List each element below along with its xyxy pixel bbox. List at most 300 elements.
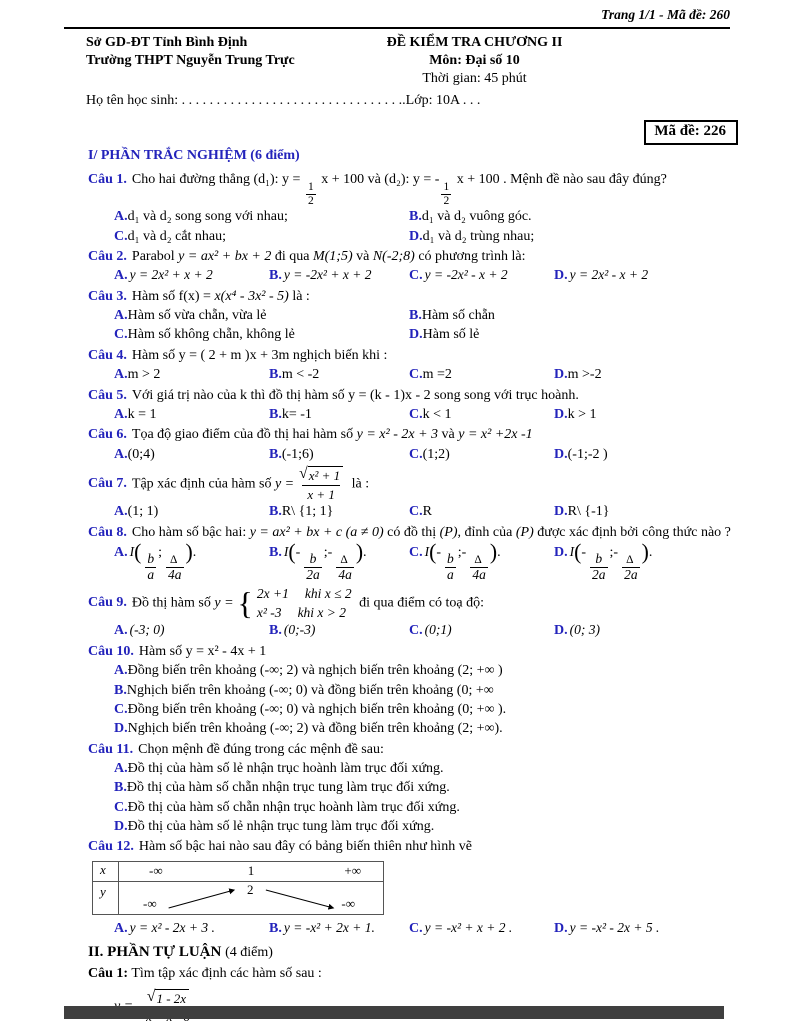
fraction-denominator: 2 (443, 194, 450, 207)
question-text (88, 643, 758, 661)
close-paren: ) (355, 540, 364, 565)
fraction (441, 181, 451, 207)
y-right-infinity: -∞ (341, 895, 355, 911)
fraction-numerator: b (309, 551, 317, 567)
question-12 (88, 838, 758, 938)
option-text: m < -2 (281, 367, 320, 383)
fraction (334, 554, 354, 582)
open-paren: ( (134, 540, 142, 565)
vertex-symbol: I (129, 544, 135, 560)
sign: - (327, 545, 333, 561)
option-text: (-1;6) (281, 446, 314, 462)
exam-duration: Thời gian: 45 phút (422, 70, 527, 86)
option-text: (0;1) (424, 622, 452, 638)
option-letter: A. (114, 760, 128, 776)
option-text: m =2 (422, 367, 452, 383)
option-text: (0;4) (127, 446, 155, 462)
option (554, 266, 758, 285)
section1-title: I/ PHẦN TRẮC NGHIỆM (6 điểm) (88, 147, 300, 163)
option (554, 621, 758, 640)
question-segment: Cho hai đường thẳng (d₁): y = (131, 171, 301, 187)
options (88, 365, 758, 384)
question-label: Câu 7. (88, 476, 127, 492)
question-segment: x + 100 và (d₂): y = - (321, 171, 440, 187)
question-text (88, 426, 758, 444)
close-paren: ) (185, 540, 193, 565)
fraction-numerator: Δ (340, 554, 348, 567)
option-text: Hàm số lẻ (422, 327, 480, 343)
fraction-denominator: 4a (338, 566, 352, 582)
option-letter: C. (114, 327, 128, 343)
variation-arrows (119, 882, 383, 914)
options (88, 661, 758, 738)
option-letter: D. (554, 367, 568, 383)
option-text: k= -1 (281, 407, 312, 423)
options (88, 207, 758, 246)
exam-header (0, 34, 792, 89)
option (409, 542, 554, 583)
fraction (468, 554, 488, 582)
section2-points: (4 điểm) (225, 945, 273, 960)
sqrt-expression (299, 466, 343, 484)
question-label: Câu 3. (88, 288, 127, 304)
exam-subject: Môn: Đại số 10 (429, 52, 520, 68)
sign: - (461, 545, 467, 561)
option-letter: C. (409, 407, 423, 423)
option-letter: C. (409, 623, 423, 639)
math-expression: y = (274, 476, 295, 492)
options (88, 542, 758, 583)
option (554, 445, 758, 464)
option-text: R\ {-1} (567, 504, 610, 520)
option-text: k < 1 (422, 407, 452, 423)
essay-question-1 (88, 965, 758, 983)
question-label: Câu 12. (88, 839, 134, 855)
option-text: R (422, 504, 432, 520)
option-letter: A. (114, 209, 128, 225)
math-expression: (a ≠ 0) (345, 524, 384, 540)
option-letter: D. (114, 721, 128, 737)
issuer-block (86, 34, 302, 89)
option (409, 325, 758, 344)
option-letter: A. (114, 446, 128, 462)
vertex-symbol: I (569, 544, 575, 560)
fraction-denominator: 2a (592, 567, 606, 582)
option-letter: C. (114, 799, 128, 815)
piece-expression: x² -3 (256, 604, 282, 620)
question-label: Câu 6. (88, 427, 127, 443)
option (114, 405, 269, 424)
question-3 (88, 288, 758, 345)
option (269, 542, 409, 583)
piecewise-row (257, 604, 352, 622)
piecewise-row (257, 585, 352, 603)
question-segment: Đồ thị hàm số (131, 595, 211, 611)
option (114, 798, 758, 817)
option-text: Đồng biến trên khoảng (-∞; 2) và nghịch biến trên khoảng (2; +∞ ) (127, 663, 503, 679)
essay-question-label: Câu 1: (88, 965, 129, 981)
option-letter: A. (114, 920, 128, 936)
question-8 (88, 524, 758, 583)
option-text: Đồ thị của hàm số lẻ nhận trục tung làm trục đối xứng. (127, 818, 435, 834)
options (88, 502, 758, 521)
option-text: y = -2x² + x + 2 (283, 267, 372, 283)
option-letter: D. (114, 818, 128, 834)
option-text: y = x² - 2x + 3 . (129, 919, 215, 935)
option (409, 621, 554, 640)
section2-title (88, 943, 758, 963)
question-segment: , đỉnh của (457, 524, 513, 540)
question-label: Câu 8. (88, 524, 127, 540)
option (114, 661, 758, 680)
option (114, 227, 409, 246)
fraction-denominator: 2a (624, 566, 638, 582)
close-paren: ) (489, 540, 498, 565)
option (114, 306, 409, 325)
department-name: Sở GD-ĐT Tỉnh Bình Định (86, 34, 248, 50)
option-text: d₁ và d₂ trùng nhau; (422, 228, 535, 244)
radical-icon: √ (299, 465, 308, 483)
options (88, 306, 758, 345)
option-text: (-3; 0) (129, 622, 165, 638)
option (114, 445, 269, 464)
question-text (88, 248, 758, 266)
option-letter: A. (114, 407, 128, 423)
option-letter: A. (114, 268, 128, 284)
option (269, 445, 409, 464)
option (114, 817, 758, 836)
fraction-denominator: a (447, 567, 454, 582)
fraction-numerator: b (447, 551, 454, 567)
option-text: d₁ và d₂ vuông góc. (421, 209, 532, 225)
math-expression: (P) (515, 524, 534, 540)
math-expression: x(x⁴ - 3x² - 5) (214, 288, 289, 304)
option (554, 919, 758, 938)
question-label: Câu 1. (88, 171, 127, 187)
option (114, 621, 269, 640)
exam-code-box (644, 120, 738, 145)
option-letter: B. (114, 780, 127, 796)
option-letter: B. (269, 545, 282, 561)
option-letter: A. (114, 308, 128, 324)
piecewise-rows (257, 585, 352, 622)
option-text: y = -x² + 2x + 1. (283, 919, 375, 935)
option-letter: D. (554, 545, 568, 561)
fraction (143, 552, 156, 583)
option-letter: B. (269, 920, 282, 936)
question-4 (88, 347, 758, 385)
separator: ; (609, 545, 614, 561)
options (88, 266, 758, 285)
fraction-denominator: a (147, 567, 155, 582)
fraction (302, 552, 322, 583)
radicand: 1 - 2x (155, 989, 189, 1007)
option-letter: B. (409, 209, 422, 225)
option (409, 207, 758, 226)
radicand: x² + 1 (308, 466, 343, 484)
fraction (297, 466, 345, 502)
fraction (443, 552, 456, 583)
option (114, 700, 758, 719)
question-text (88, 838, 758, 856)
question-segment: Với giá trị nào của k thì đồ thị hàm số y = (k - 1)x - 2 song song với trục hoành. (131, 387, 579, 403)
option-letter: A. (114, 663, 128, 679)
section2-title-main: II. PHẦN TỰ LUẬN (88, 944, 222, 960)
option-text: y = 2x² - x + 2 (569, 267, 649, 283)
option-letter: D. (554, 504, 568, 520)
option (409, 306, 758, 325)
math-expression: y = ax² + bx + 2 (178, 248, 272, 264)
option-letter: A. (114, 367, 128, 383)
option-end: . (648, 545, 653, 561)
option (269, 365, 409, 384)
question-label: Câu 11. (88, 741, 134, 757)
option-letter: C. (409, 367, 423, 383)
fraction-numerator: 1 (307, 180, 314, 193)
option (269, 405, 409, 424)
piecewise-function (238, 585, 352, 622)
fraction-numerator (297, 466, 345, 485)
fraction-denominator: 2a (306, 567, 320, 582)
option-text: Đồ thị của hàm số chẵn nhận trục tung làm trục đối xứng. (126, 780, 450, 796)
question-segment: có phương trình là: (418, 248, 526, 264)
variable-y-label: y (93, 882, 119, 914)
page-bottom-bar (64, 1006, 724, 1019)
x-vertex-value: 1 (247, 862, 255, 878)
option-letter: C. (409, 545, 423, 561)
math-expression: M(1;5) (312, 248, 353, 264)
math-expression: y = ax² + bx + c (249, 524, 343, 540)
question-segment: được xác định bởi công thức nào ? (537, 524, 731, 540)
essay-question-text: Tìm tập xác định các hàm số sau : (131, 965, 322, 981)
fraction-denominator: x + 1 (302, 485, 340, 503)
option (269, 502, 409, 521)
question-text (88, 171, 758, 207)
question-segment: Hàm số (138, 643, 183, 659)
header-rule (64, 27, 730, 29)
question-segment: đi qua (274, 248, 310, 264)
fraction-numerator (145, 989, 191, 1008)
exam-code-row (0, 120, 792, 145)
question-text (88, 466, 758, 502)
option-letter: B. (269, 504, 282, 520)
fraction-numerator: b (147, 551, 155, 567)
sign: - (581, 545, 587, 561)
fraction (620, 554, 640, 582)
math-expression: (P) (439, 524, 458, 540)
option-text: (0; 3) (569, 622, 600, 638)
option-text: m >-2 (567, 367, 602, 383)
question-2 (88, 248, 758, 286)
option (409, 227, 758, 246)
options (88, 919, 758, 938)
option-text: y = -x² - 2x + 5 . (569, 919, 660, 935)
option (114, 681, 758, 700)
option-letter: D. (409, 228, 423, 244)
option (114, 719, 758, 738)
option-text: d₁ và d₂ song song với nhau; (127, 209, 288, 225)
option (409, 405, 554, 424)
close-paren: ) (641, 540, 649, 565)
question-text (88, 288, 758, 306)
option-letter: D. (554, 623, 568, 639)
option (269, 919, 409, 938)
y-max-value: 2 (247, 881, 254, 897)
option-letter: A. (114, 545, 128, 561)
question-segment: Parabol (131, 248, 175, 264)
option-letter: D. (554, 407, 568, 423)
open-paren: ( (429, 540, 437, 565)
student-name-line: Họ tên học sinh: . . . . . . . . . . . . . . . . . . . . . . . . . . . . . . . ..Lớp: 10A . . . (86, 93, 481, 109)
option-letter: C. (114, 701, 128, 717)
option-letter: D. (554, 446, 568, 462)
option (114, 778, 758, 797)
fraction-denominator: 4a (472, 566, 486, 582)
option-text: k > 1 (567, 407, 597, 423)
question-9 (88, 585, 758, 641)
question-segment: Chọn mệnh đề đúng trong các mệnh đề sau: (138, 741, 384, 757)
option (114, 207, 409, 226)
piece-expression: 2x +1 (256, 585, 289, 601)
question-label: Câu 4. (88, 347, 127, 363)
exam-title: ĐỀ KIỂM TRA CHƯƠNG II (386, 34, 563, 50)
question-text (88, 387, 758, 405)
option (269, 621, 409, 640)
school-name: Trường THPT Nguyễn Trung Trực (86, 52, 295, 68)
option-letter: B. (409, 308, 422, 324)
question-1 (88, 171, 758, 246)
option-text: Đồ thị của hàm số lẻ nhận trục hoành làm trục đối xứng. (127, 760, 444, 776)
option-text: Đồ thị của hàm số chẵn nhận trục hoành làm trục đối xứng. (127, 799, 460, 815)
question-segment: Hàm số bậc hai nào sau đây có bảng biến thiên như hình vẽ (138, 839, 472, 855)
option-text: k = 1 (127, 407, 157, 423)
fraction (588, 552, 608, 583)
separator: ; (457, 545, 462, 561)
options (88, 405, 758, 424)
exam-body (0, 147, 792, 1024)
math-expression: y = x² - 4x + 1 (185, 643, 267, 659)
question-segment: Hàm số y = ( 2 + m )x + 3m nghịch biến khi : (131, 347, 388, 363)
option-end: . (363, 545, 367, 561)
question-segment: và (356, 248, 370, 264)
option-end: . (192, 545, 197, 561)
option-text: d₁ và d₂ cắt nhau; (127, 228, 227, 244)
question-segment: đi qua điểm có toạ độ: (359, 595, 484, 611)
page-indicator: Trang 1/1 - Mã đề: 260 (601, 7, 730, 22)
option-letter: B. (269, 407, 282, 423)
math-expression: y = x² +2x -1 (458, 427, 533, 443)
option-text: (1; 1) (127, 504, 159, 520)
question-segment: Tọa độ giao điểm của đồ thị hai hàm số (131, 427, 354, 443)
question-10 (88, 643, 758, 739)
option (409, 502, 554, 521)
option (409, 445, 554, 464)
option-text: y = -x² + x + 2 . (424, 919, 513, 935)
option-letter: B. (269, 623, 282, 639)
question-6 (88, 426, 758, 464)
x-right-infinity: +∞ (344, 862, 361, 878)
fraction (164, 554, 184, 582)
radical-icon: √ (146, 987, 156, 1005)
question-text (88, 347, 758, 365)
piece-condition: khi x ≤ 2 (304, 585, 352, 601)
question-label: Câu 5. (88, 387, 127, 403)
question-11 (88, 741, 758, 837)
y-row (119, 882, 383, 914)
option-letter: A. (114, 623, 128, 639)
x-row (119, 862, 383, 882)
option-text: (0;-3) (283, 622, 316, 638)
option (409, 266, 554, 285)
sign: - (613, 545, 619, 561)
option-letter: A. (114, 504, 128, 520)
option (409, 365, 554, 384)
question-segment: Cho hàm số bậc hai: (131, 524, 247, 540)
option (114, 759, 758, 778)
option (114, 325, 409, 344)
question-text (88, 585, 758, 622)
option-text: Hàm số chẵn (421, 308, 495, 324)
vertex-symbol: I (424, 544, 430, 560)
title-block (302, 34, 647, 89)
question-label: Câu 9. (88, 595, 127, 611)
option-text: Hàm số vừa chẵn, vừa lẻ (127, 308, 267, 324)
fraction-denominator: 4a (168, 566, 182, 582)
question-segment: x + 100 . Mệnh đề nào sau đây đúng? (456, 171, 667, 187)
option (114, 365, 269, 384)
vertex-symbol: I (283, 544, 289, 560)
option (554, 542, 758, 583)
options (88, 445, 758, 464)
open-paren: ( (574, 540, 582, 565)
question-segment: có đồ thị (387, 524, 437, 540)
option (114, 266, 269, 285)
variable-x-label: x (93, 862, 119, 882)
option-letter: D. (554, 268, 568, 284)
y-left-infinity: -∞ (143, 895, 157, 911)
option-text: m > 2 (127, 367, 161, 383)
option (554, 365, 758, 384)
option (409, 919, 554, 938)
question-7 (88, 466, 758, 522)
option-letter: D. (554, 920, 568, 936)
question-label: Câu 2. (88, 248, 127, 264)
separator: ; (158, 545, 162, 561)
exam-code-label: Mã đề: 226 (654, 123, 726, 140)
option-text: y = 2x² + x + 2 (129, 267, 213, 283)
option-text: Nghịch biến trên khoảng (-∞; 0) và đồng biến trên khoảng (0; +∞ (126, 682, 494, 698)
option-end: . (497, 545, 501, 561)
math-expression: y = x² - 2x + 3 (356, 427, 439, 443)
piece-condition: khi x > 2 (297, 604, 347, 620)
option-letter: C. (409, 446, 423, 462)
question-segment: Hàm số f(x) = (131, 288, 211, 304)
math-expression: N(-2;8) (372, 248, 415, 264)
question-segment: là : (292, 288, 310, 304)
sqrt-expression (147, 989, 189, 1007)
option-text: (1;2) (422, 446, 450, 462)
variation-table (92, 861, 384, 915)
open-paren: ( (288, 540, 296, 565)
option-letter: C. (409, 268, 423, 284)
fraction-numerator: Δ (626, 554, 634, 567)
option-letter: C. (409, 504, 423, 520)
option-letter: D. (409, 327, 423, 343)
question-segment: Tập xác định của hàm số (131, 476, 272, 492)
sign: - (436, 545, 442, 561)
brace-icon: { (237, 585, 253, 622)
option (114, 919, 269, 938)
